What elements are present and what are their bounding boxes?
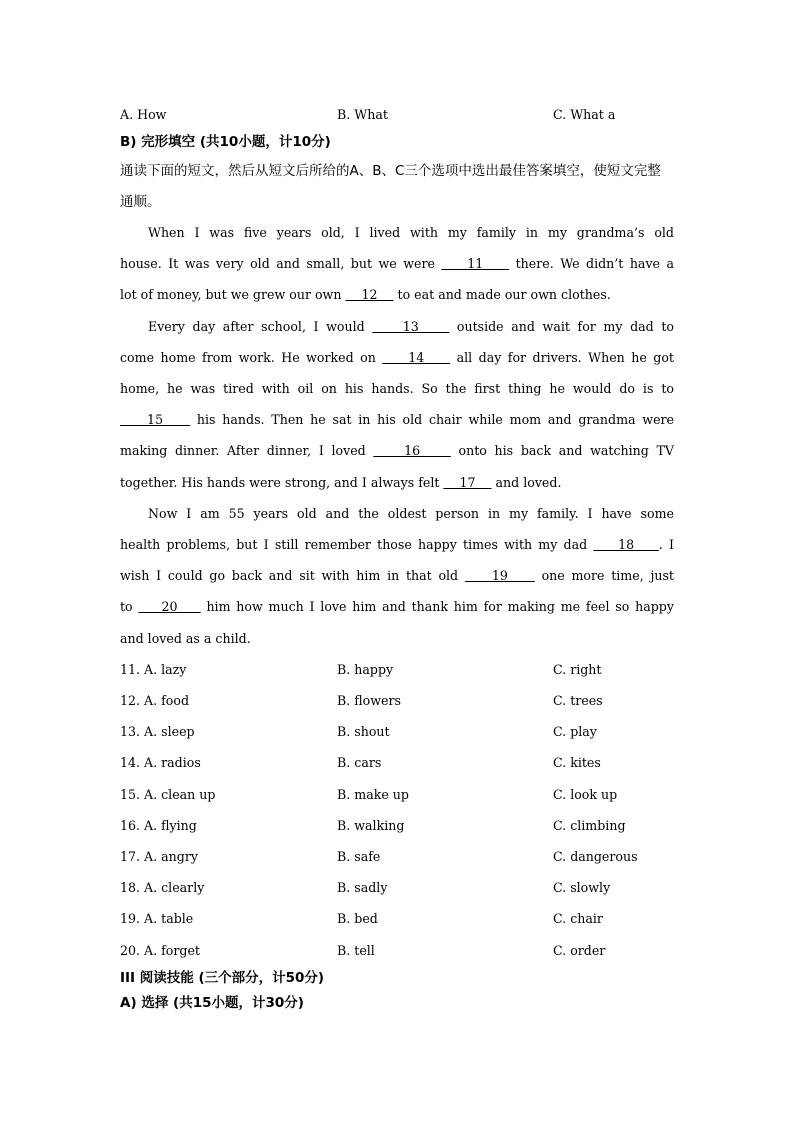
passage-text: onto his back and watching TV bbox=[450, 443, 674, 458]
option-b: B. make up bbox=[337, 787, 409, 802]
passage-line bbox=[148, 506, 674, 521]
passage-text: outside and wait for my dad to bbox=[449, 319, 674, 334]
option-a: 16. A. flying bbox=[120, 818, 197, 833]
passage-text: to bbox=[120, 599, 139, 614]
passage-text: wish I could go back and sit with him in that old bbox=[120, 568, 465, 583]
blank-18: 18 bbox=[593, 537, 659, 552]
option-b: B. tell bbox=[337, 943, 375, 958]
blank-11: 11 bbox=[441, 256, 510, 271]
passage-text: him how much I love him and thank him for making me feel so happy bbox=[200, 599, 674, 614]
option-c: C. order bbox=[553, 943, 606, 958]
option-a: 14. A. radios bbox=[120, 755, 201, 770]
blank-16: 16 bbox=[373, 443, 451, 458]
passage-line bbox=[120, 381, 674, 396]
option-a: 17. A. angry bbox=[120, 849, 198, 864]
passage-text: there. We didn’t have a bbox=[509, 256, 674, 271]
passage-text: . I bbox=[658, 537, 674, 552]
option-a: 15. A. clean up bbox=[120, 787, 216, 802]
passage-text: making dinner. After dinner, I loved bbox=[120, 443, 374, 458]
option-c: C. dangerous bbox=[553, 849, 638, 864]
passage-text: Every day after school, I would bbox=[148, 319, 373, 334]
option-c: C. slowly bbox=[553, 880, 611, 895]
question-row bbox=[120, 849, 680, 869]
question-row bbox=[120, 693, 680, 713]
option-b: B. sadly bbox=[337, 880, 388, 895]
option-b: B. What bbox=[337, 107, 388, 122]
passage-line bbox=[120, 537, 674, 552]
passage-text: together. His hands were strong, and I always felt bbox=[120, 475, 444, 490]
question-row bbox=[120, 911, 680, 931]
passage-text: to eat and made our own clothes. bbox=[393, 287, 611, 302]
question-row bbox=[120, 724, 680, 744]
blank-15: 15 bbox=[120, 412, 191, 427]
passage-line bbox=[120, 350, 674, 365]
question-row bbox=[120, 662, 680, 682]
option-b: B. shout bbox=[337, 724, 390, 739]
option-b: B. safe bbox=[337, 849, 381, 864]
option-b: B. bed bbox=[337, 911, 378, 926]
passage-text: and loved as a child. bbox=[120, 631, 251, 646]
option-c: C. right bbox=[553, 662, 602, 677]
blank-13: 13 bbox=[372, 319, 450, 334]
option-b: B. happy bbox=[337, 662, 394, 677]
option-b: B. cars bbox=[337, 755, 382, 770]
blank-19: 19 bbox=[464, 568, 535, 583]
option-a: 12. A. food bbox=[120, 693, 190, 708]
option-a: 11. A. lazy bbox=[120, 662, 187, 677]
option-c: C. trees bbox=[553, 693, 603, 708]
previous-question-options bbox=[120, 107, 680, 127]
instruction-line-1: 通读下面的短文，然后从短文后所给的A、B、C三个选项中选出最佳答案填空，使短文完整 bbox=[120, 163, 661, 179]
passage-text: When I was five years old, I lived with my family in my grandma’s old bbox=[148, 225, 674, 240]
option-c: C. kites bbox=[553, 755, 601, 770]
option-a: 19. A. table bbox=[120, 911, 194, 926]
question-row bbox=[120, 787, 680, 807]
passage-text: Now I am 55 years old and the oldest person in my family. I have some bbox=[148, 506, 674, 521]
passage-line bbox=[120, 443, 674, 458]
question-row bbox=[120, 818, 680, 838]
blank-17: 17 bbox=[443, 475, 492, 490]
passage-text: come home from work. He worked on bbox=[120, 350, 383, 365]
blank-12: 12 bbox=[345, 287, 394, 302]
passage-line bbox=[120, 475, 674, 490]
passage-text: lot of money, but we grew our own bbox=[120, 287, 346, 302]
option-b: B. walking bbox=[337, 818, 405, 833]
option-c: C. chair bbox=[553, 911, 603, 926]
blank-14: 14 bbox=[382, 350, 451, 365]
passage-line bbox=[120, 568, 674, 583]
option-b: B. flowers bbox=[337, 693, 401, 708]
passage-text: all day for drivers. When he got bbox=[450, 350, 674, 365]
passage-text: home, he was tired with oil on his hands. So the first thing he would do is to bbox=[120, 381, 674, 396]
question-row bbox=[120, 755, 680, 775]
passage-line bbox=[120, 256, 674, 271]
passage-line bbox=[120, 412, 674, 427]
question-row bbox=[120, 943, 680, 963]
passage-text: his hands. Then he sat in his old chair while mom and grandma were bbox=[190, 412, 674, 427]
instruction-line-2: 通顺。 bbox=[120, 194, 161, 210]
option-a: A. How bbox=[120, 107, 167, 122]
passage-line bbox=[120, 287, 674, 302]
option-c: C. What a bbox=[553, 107, 616, 122]
question-row bbox=[120, 880, 680, 900]
option-c: C. play bbox=[553, 724, 597, 739]
section-a-title: A) 选择 (共15小题，计30分) bbox=[120, 995, 304, 1011]
option-a: 18. A. clearly bbox=[120, 880, 205, 895]
passage-text: health problems, but I still remember those happy times with my dad bbox=[120, 537, 594, 552]
option-c: C. climbing bbox=[553, 818, 626, 833]
passage-line bbox=[148, 225, 674, 240]
section-iii-title: III 阅读技能 (三个部分，计50分) bbox=[120, 970, 325, 986]
option-a: 13. A. sleep bbox=[120, 724, 195, 739]
passage-line bbox=[148, 319, 674, 334]
passage-line bbox=[120, 631, 674, 646]
option-a: 20. A. forget bbox=[120, 943, 200, 958]
passage-line bbox=[120, 599, 674, 614]
blank-20: 20 bbox=[138, 599, 201, 614]
section-b-title: B) 完形填空 (共10小题，计10分) bbox=[120, 134, 331, 150]
option-c: C. look up bbox=[553, 787, 618, 802]
passage-text: house. It was very old and small, but we were bbox=[120, 256, 442, 271]
passage-text: one more time, just bbox=[534, 568, 674, 583]
passage-text: and loved. bbox=[491, 475, 562, 490]
